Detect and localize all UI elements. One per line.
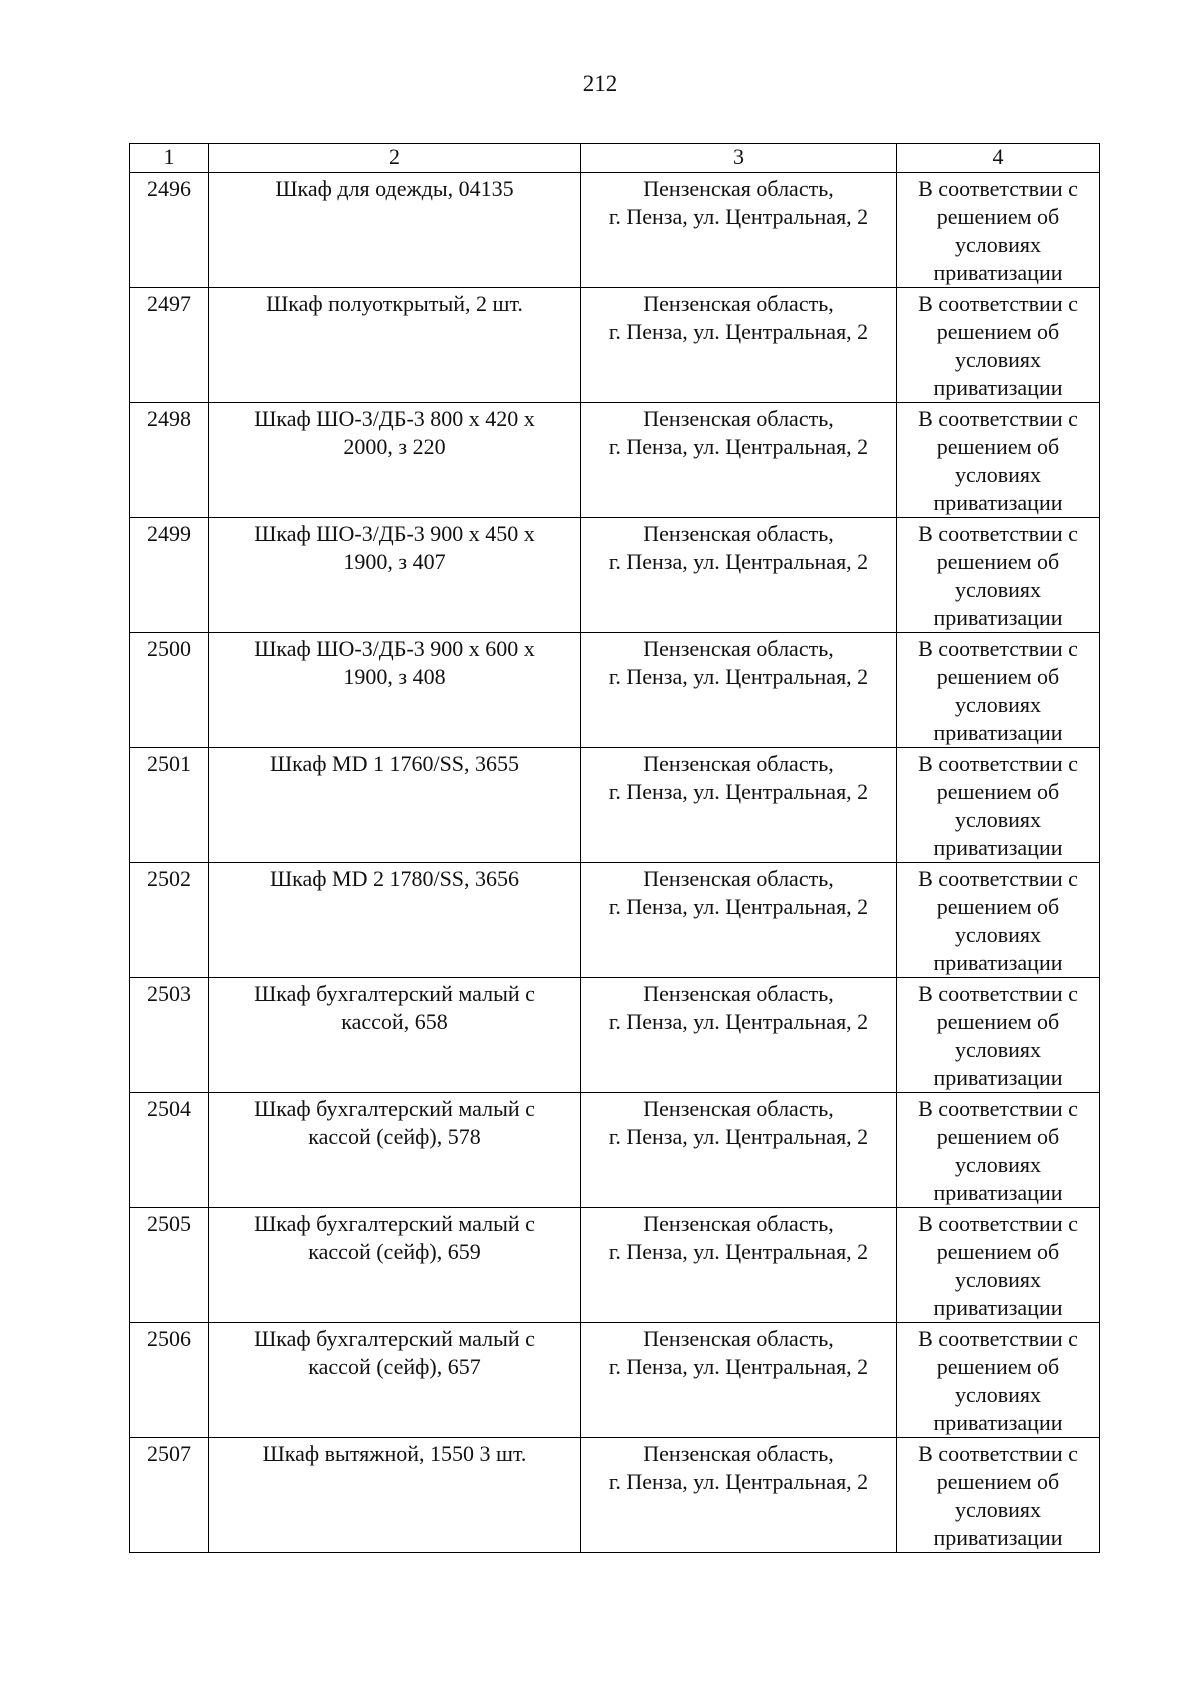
column-header-3: 3: [581, 144, 897, 173]
note-line: В соответствии с: [918, 1441, 1078, 1466]
address-line: Пензенская область,: [643, 1326, 834, 1351]
item-name-line: Шкаф бухгалтерский малый с: [254, 1096, 535, 1121]
note-line: решением об: [936, 664, 1060, 689]
address-line: г. Пенза, ул. Центральная, 2: [608, 779, 869, 804]
note-line: решением об: [936, 204, 1060, 229]
note-cell: [897, 288, 1100, 403]
row-number-cell: 2503: [130, 978, 209, 1093]
note-cell: [897, 748, 1100, 863]
address-line: г. Пенза, ул. Центральная, 2: [608, 664, 869, 689]
item-name-cell: [209, 1438, 581, 1553]
item-name-cell: [209, 403, 581, 518]
table-row: [130, 1438, 1100, 1553]
note-line: приватизации: [933, 950, 1063, 975]
address-cell: [581, 1438, 897, 1553]
item-name-line: Шкаф MD 1 1760/SS, 3655: [269, 751, 520, 776]
address-cell: [581, 403, 897, 518]
table-row: [130, 748, 1100, 863]
note-cell: [897, 403, 1100, 518]
address-cell: [581, 1093, 897, 1208]
note-line: условиях: [954, 577, 1042, 602]
table-row: [130, 633, 1100, 748]
table-row: [130, 403, 1100, 518]
note-line: решением об: [936, 1124, 1060, 1149]
item-name-cell: [209, 978, 581, 1093]
address-cell: [581, 1323, 897, 1438]
note-line: В соответствии с: [918, 866, 1078, 891]
note-line: В соответствии с: [918, 751, 1078, 776]
column-header-4: 4: [897, 144, 1100, 173]
note-line: В соответствии с: [918, 521, 1078, 546]
item-name-line: Шкаф вытяжной, 1550 3 шт.: [262, 1441, 527, 1466]
address-cell: [581, 518, 897, 633]
row-number-cell: 2496: [130, 173, 209, 288]
address-line: Пензенская область,: [643, 866, 834, 891]
note-line: решением об: [936, 434, 1060, 459]
note-cell: [897, 1438, 1100, 1553]
note-line: условиях: [954, 807, 1042, 832]
item-name-line: Шкаф бухгалтерский малый с: [254, 1211, 535, 1236]
address-line: г. Пенза, ул. Центральная, 2: [608, 434, 869, 459]
note-line: приватизации: [933, 1525, 1063, 1550]
note-line: В соответствии с: [918, 176, 1078, 201]
item-name-line: Шкаф ШО-3/ДБ-3 800 х 420 х: [254, 406, 535, 431]
table-row: [130, 288, 1100, 403]
address-line: г. Пенза, ул. Центральная, 2: [608, 1009, 869, 1034]
table-row: [130, 1323, 1100, 1438]
note-line: приватизации: [933, 1180, 1063, 1205]
note-line: условиях: [954, 1152, 1042, 1177]
address-line: Пензенская область,: [643, 291, 834, 316]
row-number-cell: 2502: [130, 863, 209, 978]
note-line: приватизации: [933, 375, 1063, 400]
address-cell: [581, 288, 897, 403]
table-row: [130, 863, 1100, 978]
item-name-cell: [209, 518, 581, 633]
row-number-cell: 2498: [130, 403, 209, 518]
address-line: г. Пенза, ул. Центральная, 2: [608, 204, 869, 229]
row-number-cell: 2499: [130, 518, 209, 633]
address-line: Пензенская область,: [643, 751, 834, 776]
note-line: приватизации: [933, 605, 1063, 630]
address-line: г. Пенза, ул. Центральная, 2: [608, 1239, 869, 1264]
item-name-line: Шкаф ШО-3/ДБ-3 900 х 600 х: [254, 636, 535, 661]
address-line: Пензенская область,: [643, 406, 834, 431]
item-name-line: 1900, з 407: [343, 549, 446, 574]
row-number-cell: 2500: [130, 633, 209, 748]
note-cell: [897, 173, 1100, 288]
item-name-line: Шкаф для одежды, 04135: [275, 176, 514, 201]
note-line: приватизации: [933, 1065, 1063, 1090]
note-line: приватизации: [933, 1295, 1063, 1320]
note-cell: [897, 1093, 1100, 1208]
header-row: [130, 144, 1100, 173]
address-line: Пензенская область,: [643, 1441, 834, 1466]
note-line: условиях: [954, 922, 1042, 947]
note-cell: [897, 1323, 1100, 1438]
note-line: В соответствии с: [918, 1326, 1078, 1351]
address-line: Пензенская область,: [643, 1211, 834, 1236]
note-line: условиях: [954, 347, 1042, 372]
table-row: [130, 978, 1100, 1093]
table-header: [130, 144, 1100, 173]
address-line: г. Пенза, ул. Центральная, 2: [608, 1124, 869, 1149]
property-table: [129, 143, 1100, 1553]
item-name-cell: [209, 863, 581, 978]
note-line: условиях: [954, 1037, 1042, 1062]
note-line: условиях: [954, 1267, 1042, 1292]
address-line: г. Пенза, ул. Центральная, 2: [608, 319, 869, 344]
note-line: решением об: [936, 319, 1060, 344]
note-line: условиях: [954, 1497, 1042, 1522]
address-cell: [581, 1208, 897, 1323]
note-cell: [897, 863, 1100, 978]
item-name-line: кассой, 658: [341, 1009, 448, 1034]
note-line: условиях: [954, 232, 1042, 257]
note-line: решением об: [936, 1239, 1060, 1264]
note-line: приватизации: [933, 260, 1063, 285]
address-line: г. Пенза, ул. Центральная, 2: [608, 549, 869, 574]
note-line: решением об: [936, 1469, 1060, 1494]
page-number: 212: [582, 71, 618, 96]
address-line: Пензенская область,: [643, 176, 834, 201]
item-name-line: кассой (сейф), 578: [308, 1124, 481, 1149]
table-row: [130, 1208, 1100, 1323]
row-number-cell: 2506: [130, 1323, 209, 1438]
table-row: [130, 518, 1100, 633]
note-line: приватизации: [933, 720, 1063, 745]
row-number-cell: 2505: [130, 1208, 209, 1323]
note-line: решением об: [936, 549, 1060, 574]
row-number-cell: 2504: [130, 1093, 209, 1208]
note-line: приватизации: [933, 835, 1063, 860]
address-line: г. Пенза, ул. Центральная, 2: [608, 1354, 869, 1379]
item-name-line: 1900, з 408: [343, 664, 446, 689]
note-line: В соответствии с: [918, 1096, 1078, 1121]
item-name-line: Шкаф бухгалтерский малый с: [254, 1326, 535, 1351]
address-cell: [581, 633, 897, 748]
column-header-2: 2: [209, 144, 581, 173]
item-name-cell: [209, 173, 581, 288]
address-cell: [581, 173, 897, 288]
item-name-line: кассой (сейф), 657: [308, 1354, 481, 1379]
item-name-line: Шкаф полуоткрытый, 2 шт.: [266, 291, 523, 316]
item-name-cell: [209, 1093, 581, 1208]
item-name-cell: [209, 1208, 581, 1323]
note-cell: [897, 518, 1100, 633]
note-line: В соответствии с: [918, 1211, 1078, 1236]
item-name-line: кассой (сейф), 659: [308, 1239, 481, 1264]
item-name-cell: [209, 1323, 581, 1438]
address-line: г. Пенза, ул. Центральная, 2: [608, 1469, 869, 1494]
item-name-line: 2000, з 220: [343, 434, 446, 459]
address-line: Пензенская область,: [643, 1096, 834, 1121]
row-number-cell: 2507: [130, 1438, 209, 1553]
item-name-cell: [209, 633, 581, 748]
note-line: В соответствии с: [918, 291, 1078, 316]
note-cell: [897, 978, 1100, 1093]
note-line: приватизации: [933, 1410, 1063, 1435]
note-line: решением об: [936, 779, 1060, 804]
note-line: условиях: [954, 1382, 1042, 1407]
note-line: приватизации: [933, 490, 1063, 515]
row-number-cell: 2501: [130, 748, 209, 863]
item-name-line: Шкаф бухгалтерский малый с: [254, 981, 535, 1006]
address-line: г. Пенза, ул. Центральная, 2: [608, 894, 869, 919]
address-line: Пензенская область,: [643, 981, 834, 1006]
item-name-cell: [209, 748, 581, 863]
address-cell: [581, 748, 897, 863]
column-header-1: 1: [130, 144, 209, 173]
table-row: [130, 173, 1100, 288]
note-line: условиях: [954, 692, 1042, 717]
address-line: Пензенская область,: [643, 636, 834, 661]
note-cell: [897, 1208, 1100, 1323]
note-line: решением об: [936, 1009, 1060, 1034]
note-cell: [897, 633, 1100, 748]
note-line: В соответствии с: [918, 636, 1078, 661]
address-line: Пензенская область,: [643, 521, 834, 546]
item-name-line: Шкаф MD 2 1780/SS, 3656: [269, 866, 520, 891]
row-number-cell: 2497: [130, 288, 209, 403]
note-line: В соответствии с: [918, 981, 1078, 1006]
note-line: В соответствии с: [918, 406, 1078, 431]
table-row: [130, 1093, 1100, 1208]
item-name-line: Шкаф ШО-3/ДБ-3 900 х 450 х: [254, 521, 535, 546]
address-cell: [581, 978, 897, 1093]
item-name-cell: [209, 288, 581, 403]
note-line: условиях: [954, 462, 1042, 487]
address-cell: [581, 863, 897, 978]
note-line: решением об: [936, 1354, 1060, 1379]
note-line: решением об: [936, 894, 1060, 919]
table-body: [130, 173, 1100, 1553]
